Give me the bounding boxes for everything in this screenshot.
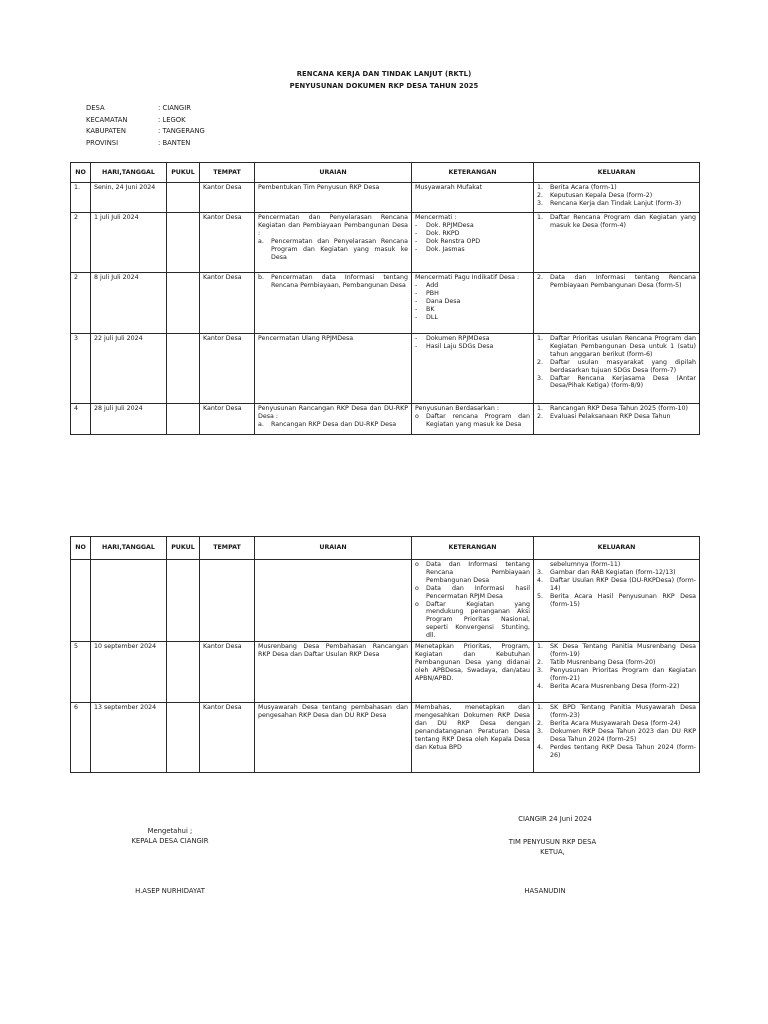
signature-left-line2: KEPALA DESA CIANGIR: [131, 836, 209, 845]
cell-keluaran: [534, 560, 700, 642]
table-row: [71, 183, 700, 213]
table-row: [71, 642, 700, 703]
info-value: : LEGOK: [158, 115, 186, 124]
list-item: 2. Tatib Musrenbang Desa (form-20): [537, 658, 656, 666]
list-item: - DLL: [415, 313, 438, 321]
cell-place: Kantor Desa: [200, 273, 255, 334]
cell-no: 3: [71, 334, 91, 404]
list-item: 4. Perdes tentang RKP Desa Tahun 2024 (form-26): [537, 743, 696, 759]
list-item: 4. Daftar Usulan RKP Desa (DU-RKPDesa) (form-14): [537, 576, 696, 592]
list-item: 4. Berita Acara Musrenbang Desa (form-22): [537, 682, 680, 690]
list-item: - Dokumen RPJMDesa: [415, 335, 490, 342]
header-keterangan: KETERANGAN: [412, 537, 534, 560]
list-item: - PBH: [415, 289, 439, 297]
list-item: - Add: [415, 281, 439, 289]
list-item: o Daftar Kegiatan yang mendukung penanganan Aksi Program Prioritas Nasional, seperti Konvergensi Stunting, dll.: [415, 600, 530, 640]
cell-keterangan: [412, 273, 534, 334]
header-time: PUKUL: [167, 537, 200, 560]
keterangan-intro: Mencermati Pagu Indikatif Desa :: [415, 274, 520, 281]
cell-date: 8 juli Juli 2024: [91, 273, 167, 334]
list-item: 1. Daftar Prioritas usulan Rencana Program dan Kegiatan Pembangunan Desa untuk 1 (satu) tahun anggaran berikut (form-6): [537, 335, 696, 358]
keterangan-intro: Mencermati :: [415, 214, 457, 221]
signature-right-title: [470, 838, 635, 857]
cell-keterangan: [412, 404, 534, 435]
list-item: 2. Keputusan Kepala Desa (form-2): [537, 191, 653, 199]
info-row-kabupaten: [86, 126, 205, 138]
cell-uraian: Musyawarah Desa tentang pembahasan dan pengesahan RKP Desa dan DU RKP Desa: [255, 703, 412, 773]
header-date: HARI,TANGGAL: [91, 537, 167, 560]
cell-time: [167, 404, 200, 435]
info-value: : TANGERANG: [158, 127, 205, 136]
cell-time: [167, 334, 200, 404]
list-item: 2. Berita Acara Musyawarah Desa (form-24): [537, 719, 681, 727]
cell-keterangan: Menetapkan Prioritas, Program, Kegiatan dan Kebutuhan Pembangunan Desa yang didanai oleh APBDesa, Swadaya, dan/atau APBN/APBD.: [412, 642, 534, 703]
cell-date: 13 september 2024: [91, 703, 167, 773]
header-date: HARI,TANGGAL: [91, 163, 167, 183]
header-no: NO: [71, 163, 91, 183]
header-uraian: URAIAN: [255, 163, 412, 183]
cell-time: [167, 273, 200, 334]
list-item: 5. Berita Acara Hasil Penyusunan RKP Desa (form-15): [537, 592, 696, 608]
cell-place: Kantor Desa: [200, 404, 255, 435]
info-value: : CIANGIR: [158, 104, 191, 112]
signature-right-line2: KETUA,: [540, 847, 565, 856]
schedule-table-1: [70, 162, 700, 435]
uraian-intro: Pencermatan dan Penyelarasan Rencana Kegiatan dan Pembiayaan Pembangunan Desa :: [258, 214, 408, 237]
info-row-kecamatan: [86, 115, 205, 127]
document-title: RENCANA KERJA DAN TINDAK LANJUT (RKTL): [296, 70, 472, 78]
header-keterangan: KETERANGAN: [412, 163, 534, 183]
cell-keluaran: [534, 703, 700, 773]
cell-keterangan: Membahas, menetapkan dan mengesahkan Dokumen RKP Desa dan DU RKP Desa dengan penandatanganan Peraturan Desa tentang RKP Desa oleh Kepala Desa dan Ketua BPD: [412, 703, 534, 773]
cell-place: Kantor Desa: [200, 183, 255, 213]
info-label: KABUPATEN: [86, 127, 126, 136]
list-item: a. Pencermatan dan Penyelarasan Rencana Program dan Kegiatan yang masuk ke Desa: [258, 237, 408, 261]
signature-right-name: HASANUDIN: [524, 887, 566, 895]
list-item: a. Rancangan RKP Desa dan DU-RKP Desa: [258, 420, 397, 428]
table-row: [71, 703, 700, 773]
list-item: - Hasil Laju SDGs Desa: [415, 342, 494, 350]
cell-no: 1.: [71, 183, 91, 213]
cell-uraian: [255, 213, 412, 273]
info-label: KECAMATAN: [86, 115, 128, 124]
list-item: - Dok. Jasmas: [415, 245, 465, 253]
cell-place: Kantor Desa: [200, 213, 255, 273]
cell-date: 28 juli Juli 2024: [91, 404, 167, 435]
list-item: - Dok Renstra OPD: [415, 237, 481, 245]
list-item: - Dana Desa: [415, 297, 461, 305]
header-place: TEMPAT: [200, 163, 255, 183]
cell-no: 5: [71, 642, 91, 703]
signature-right-line1: TIM PENYUSUN RKP DESA: [508, 838, 597, 846]
info-row-provinsi: [86, 138, 205, 150]
table-header-row: [71, 163, 700, 183]
header-keluaran: KELUARAN: [534, 163, 700, 183]
list-item: b. Pencermatan data Informasi tentang Rencana Pembiayaan, Pembangunan Desa: [258, 274, 408, 289]
cell-no: [71, 560, 91, 642]
list-item: 1. Rancangan RKP Desa Tahun 2025 (form-10): [537, 405, 688, 412]
table-row: [71, 334, 700, 404]
header-place: TEMPAT: [200, 537, 255, 560]
list-item: 1. Daftar Rencana Program dan Kegiatan yang masuk ke Desa (form-4): [537, 214, 696, 229]
info-label: DESA: [86, 104, 105, 112]
cell-place: [200, 560, 255, 642]
cell-date: 22 juli Juli 2024: [91, 334, 167, 404]
cell-keluaran: [534, 334, 700, 404]
cell-date: Senin, 24 Juni 2024: [91, 183, 167, 213]
identity-block: [86, 103, 205, 149]
cell-keterangan: [412, 560, 534, 642]
cell-keluaran: [534, 642, 700, 703]
cell-keluaran: [534, 183, 700, 213]
header-keluaran: KELUARAN: [534, 537, 700, 560]
keterangan-intro: Penyusunan Berdasarkan :: [415, 405, 500, 412]
table-row: [71, 560, 700, 642]
cell-uraian: [255, 273, 412, 334]
cell-keluaran: [534, 404, 700, 435]
cell-place: Kantor Desa: [200, 642, 255, 703]
cell-uraian: [255, 404, 412, 435]
table-row: [71, 273, 700, 334]
signature-left-line1: Mengetahui ;: [147, 827, 193, 835]
list-item: 2. Data dan Informasi tentang Rencana Pembiayaan Pembangunan Desa (form-5): [537, 274, 696, 289]
list-item: - Dok. RPJMDesa: [415, 221, 474, 229]
cell-keterangan: Musyawarah Mufakat: [412, 183, 534, 213]
cell-keterangan: [412, 213, 534, 273]
cell-uraian: Pembentukan Tim Penyusun RKP Desa: [255, 183, 412, 213]
list-item: 1. SK Desa Tentang Panitia Musrenbang Desa (form-19): [537, 643, 696, 658]
table-row: [71, 404, 700, 435]
list-item: 3. Daftar Rencana Kerjasama Desa (Antar Desa/Pihak Ketiga) (form-8/9): [537, 374, 696, 390]
list-item: 1. Berita Acara (form-1): [537, 184, 617, 191]
signature-place-date: CIANGIR 24 Juni 2024: [518, 815, 592, 823]
header-uraian: URAIAN: [255, 537, 412, 560]
list-item: o Daftar rencana Program dan Kegiatan yang masuk ke Desa: [415, 412, 530, 428]
header-time: PUKUL: [167, 163, 200, 183]
table-row: [71, 213, 700, 273]
cell-place: Kantor Desa: [200, 334, 255, 404]
list-item: sebelumnya (form-11): [550, 561, 621, 568]
uraian-intro: Penyusunan Rancangan RKP Desa dan DU-RKP Desa :: [258, 405, 408, 420]
signature-left-name: H.ASEP NURHIDAYAT: [135, 887, 205, 895]
cell-place: Kantor Desa: [200, 703, 255, 773]
cell-uraian: [255, 560, 412, 642]
list-item: 3. Gambar dan RAB Kegiatan (form-12/13): [537, 568, 676, 576]
cell-uraian: Musrenbang Desa Pembahasan Rancangan RKP Desa dan Daftar Usulan RKP Desa: [255, 642, 412, 703]
info-row-desa: [86, 103, 205, 115]
info-value: : BANTEN: [158, 138, 191, 147]
cell-no: 2: [71, 213, 91, 273]
table-header-row: [71, 537, 700, 560]
list-item: - Dok. RKPD: [415, 229, 460, 237]
info-label: PROVINSI: [86, 138, 119, 147]
list-item: 3. Penyusunan Prioritas Program dan Kegiatan (form-21): [537, 666, 696, 682]
list-item: o Data dan Informasi tentang Rencana Pembiayaan Pembangunan Desa: [415, 561, 530, 584]
cell-no: 4: [71, 404, 91, 435]
cell-date: 10 september 2024: [91, 642, 167, 703]
document-subtitle: PENYUSUNAN DOKUMEN RKP DESA TAHUN 2025: [289, 82, 479, 90]
cell-keluaran: [534, 213, 700, 273]
cell-date: 1 juli Juli 2024: [91, 213, 167, 273]
signature-left-title: [95, 827, 245, 846]
cell-keluaran: [534, 273, 700, 334]
cell-keterangan: [412, 334, 534, 404]
schedule-table-2: [70, 536, 700, 773]
cell-time: [167, 642, 200, 703]
list-item: 3. Rencana Kerja dan Tindak Lanjut (form-3): [537, 199, 682, 207]
cell-time: [167, 703, 200, 773]
cell-date: [91, 560, 167, 642]
list-item: o Data dan Informasi hasil Pencermatan RPJM Desa: [415, 584, 530, 600]
list-item: 1. SK BPD Tentang Panitia Musyawarah Desa (form-23): [537, 704, 696, 719]
cell-no: 6: [71, 703, 91, 773]
list-item: - BK: [415, 305, 435, 313]
cell-time: [167, 183, 200, 213]
list-item: 2. Evaluasi Pelaksanaan RKP Desa Tahun: [537, 412, 671, 420]
list-item: 2. Daftar usulan masyarakat yang dipilah berdasarkan tujuan SDGs Desa (form-7): [537, 358, 696, 374]
cell-no: 2: [71, 273, 91, 334]
cell-uraian: Pencermatan Ulang RPJMDesa: [255, 334, 412, 404]
header-no: NO: [71, 537, 91, 560]
list-item: 3. Dokumen RKP Desa Tahun 2023 dan DU RKP Desa Tahun 2024 (form-25): [537, 727, 696, 743]
cell-time: [167, 213, 200, 273]
cell-time: [167, 560, 200, 642]
